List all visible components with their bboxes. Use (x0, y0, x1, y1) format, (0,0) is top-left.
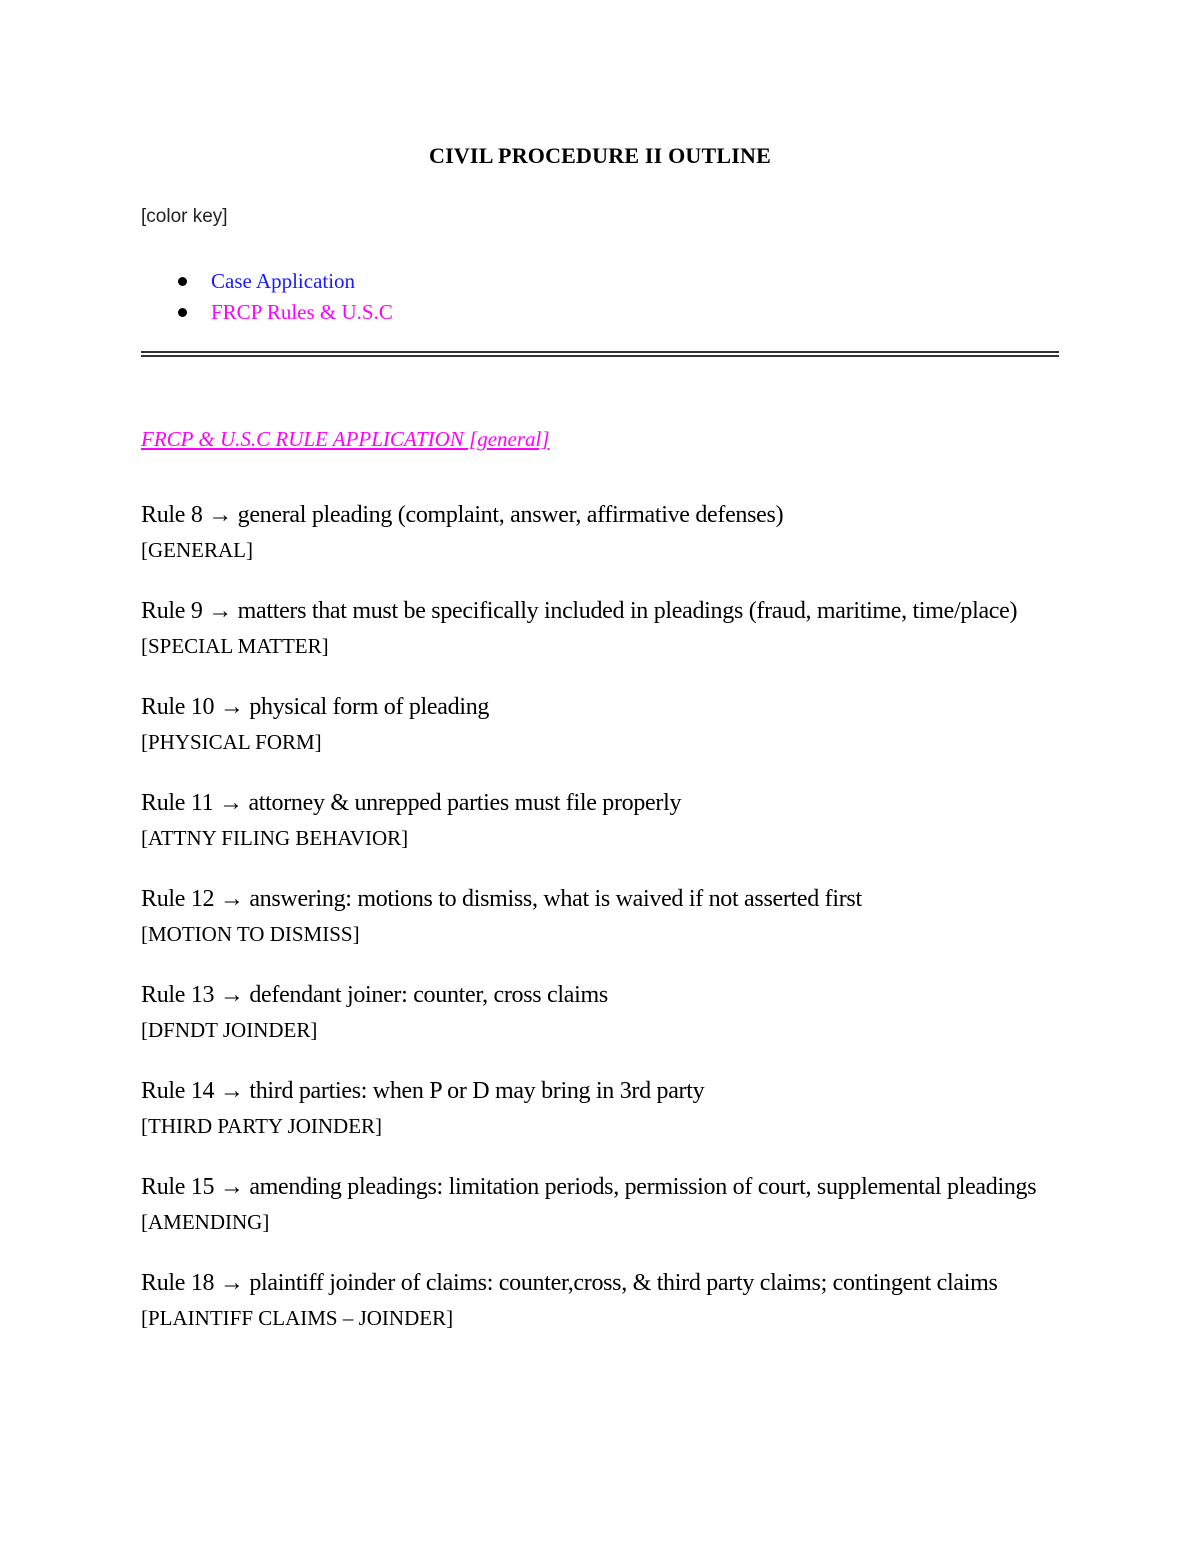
rule-description: Rule 11 → attorney & unrepped parties must file properly (141, 790, 682, 816)
color-key-item-label: FRCP Rules & U.S.C (211, 300, 393, 324)
rule-tag: [THIRD PARTY JOINDER] (141, 1114, 383, 1138)
rule-tag: [AMENDING] (141, 1210, 270, 1234)
rule-tag: [DFNDT JOINDER] (141, 1018, 318, 1042)
rule-description: Rule 12 → answering: motions to dismiss, what is waived if not asserted first (141, 886, 862, 912)
color-key-item-frcp-rules (171, 298, 393, 329)
rule-entry (141, 785, 1071, 855)
bullet-icon (178, 308, 187, 317)
rule-description: Rule 8 → general pleading (complaint, answer, affirmative defenses) (141, 502, 784, 528)
rule-tag: [GENERAL] (141, 538, 253, 562)
rule-entry (141, 1169, 1071, 1239)
document-title: CIVIL PROCEDURE II OUTLINE (429, 143, 771, 168)
rule-tag: [PLAINTIFF CLAIMS – JOINDER] (141, 1306, 454, 1330)
color-key-item-label: Case Application (211, 269, 356, 293)
rule-entry (141, 1265, 1071, 1335)
rule-entry (141, 593, 1071, 663)
rule-description: Rule 14 → third parties: when P or D may bring in 3rd party (141, 1078, 705, 1104)
rule-description: Rule 9 → matters that must be specifically included in pleadings (fraud, maritime, time/place) (141, 598, 1018, 624)
double-rule-divider (141, 351, 1059, 357)
rule-tag: [PHYSICAL FORM] (141, 730, 322, 754)
rule-tag: [SPECIAL MATTER] (141, 634, 329, 658)
rule-description: Rule 18 → plaintiff joinder of claims: counter,cross, & third party claims; contingent claims (141, 1270, 998, 1296)
rules-list (141, 497, 1071, 1361)
rule-tag: [MOTION TO DISMISS] (141, 922, 360, 946)
rule-description: Rule 10 → physical form of pleading (141, 694, 490, 720)
color-key-label: [color key] (141, 206, 228, 227)
rule-entry (141, 497, 1071, 567)
rule-description: Rule 13 → defendant joiner: counter, cross claims (141, 982, 608, 1008)
rule-entry (141, 881, 1071, 951)
rule-entry (141, 1073, 1071, 1143)
color-key-list (171, 267, 393, 329)
rule-description: Rule 15 → amending pleadings: limitation periods, permission of court, supplemental pleadings (141, 1174, 1037, 1200)
rule-entry (141, 977, 1071, 1047)
bullet-icon (178, 277, 187, 286)
section-heading: FRCP & U.S.C RULE APPLICATION [general] (141, 427, 550, 451)
rule-entry (141, 689, 1071, 759)
rule-tag: [ATTNY FILING BEHAVIOR] (141, 826, 409, 850)
color-key-item-case-application (171, 267, 393, 298)
